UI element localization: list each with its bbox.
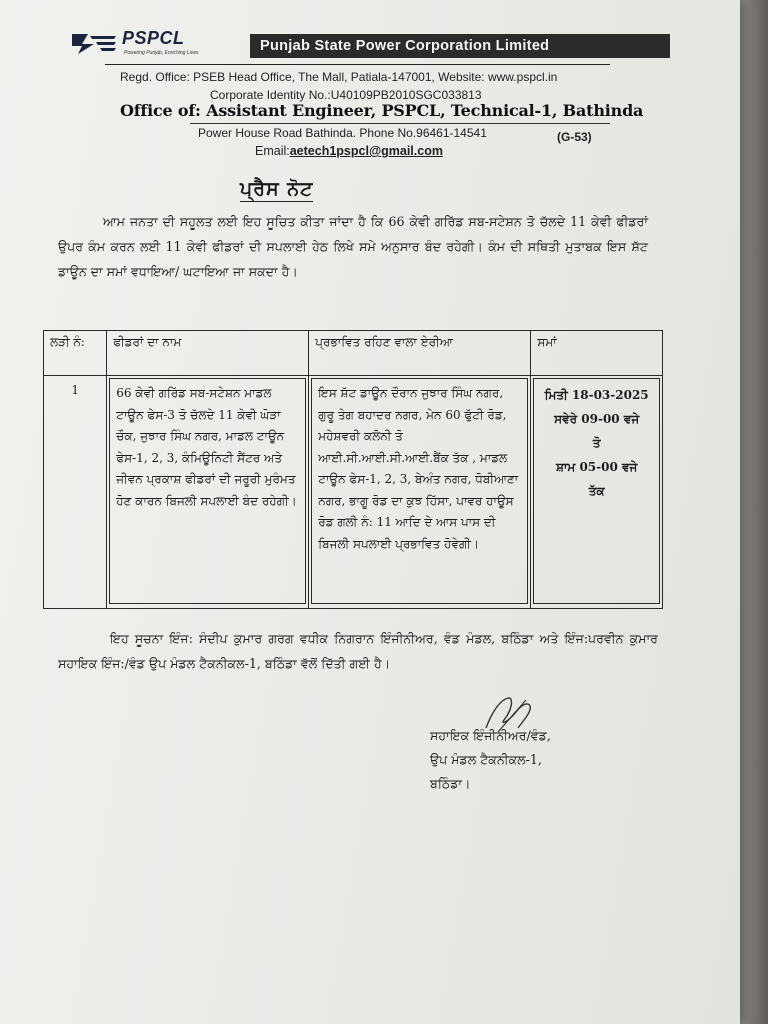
office-underline bbox=[190, 123, 610, 124]
header-divider bbox=[105, 64, 610, 65]
registered-office: Regd. Office: PSEB Head Office, The Mall, Patiala-147001, Website: www.pspcl.in bbox=[120, 70, 558, 84]
logo-tagline: Powering Punjab, Enriching Lives bbox=[124, 50, 199, 56]
header-time: ਸਮਾਂ bbox=[531, 331, 663, 376]
time-from: ਸਵੇਰੇ 09-00 ਵਜੇ bbox=[554, 412, 640, 426]
feeders-text: 66 ਕੇਵੀ ਗਰਿੱਡ ਸਬ-ਸਟੇਸ਼ਨ ਮਾਡਲ ਟਾਊਨ ਫੇਸ-3 ਤੋ ਚੱਲਦੇ 11 ਕੇਵੀ ਘੋੜਾ ਚੌਕ, ਜੁਝਾਰ ਸਿੰਘ ਨਗਰ, ਮਾਡਲ ਟਾਊਨ ਫੇਸ-1, 2, 3, ਕੰਮਿਊਨਿਟੀ ਸੈਂਟਰ ਅਤੇ ਜੀਵਨ ਪ੍ਰਕਾਸ਼ ਫੀਡਰਾਂ ਦੀ ਜਰੂਰੀ ਮੁਰੰਮਤ ਹੋਣ ਕਾਰਨ ਬਿਜਲੀ ਸਪਲਾਈ ਬੰਦ ਰਹੇਗੀ। bbox=[109, 378, 306, 604]
press-note-title: ਪ੍ਰੈਸ ਨੋਟ bbox=[240, 178, 314, 200]
signature-line-3: ਬਠਿੰਡਾ। bbox=[430, 776, 471, 791]
signature-block bbox=[430, 724, 551, 796]
email-link[interactable]: aetech1pspcl@gmail.com bbox=[289, 144, 443, 158]
signature-line-1: ਸਹਾਇਕ ਇੰਜੀਨੀਅਰ/ਵੰਡ, bbox=[430, 728, 551, 743]
email-line bbox=[255, 144, 443, 158]
letterhead bbox=[60, 28, 620, 66]
time-block bbox=[533, 378, 660, 604]
corporate-identity: Corporate Identity No.:U40109PB2010SGC033813 bbox=[210, 88, 482, 102]
cell-feeders bbox=[107, 376, 309, 609]
logo-text: PSPCL bbox=[122, 28, 185, 48]
footer-note: ਇਹ ਸੂਚਨਾ ਇੰਜ: ਸੰਦੀਪ ਕੁਮਾਰ ਗਰਗ ਵਧੀਕ ਨਿਗਰਾਨ ਇੰਜੀਨੀਅਰ, ਵੰਡ ਮੰਡਲ, ਬਠਿੰਡਾ ਅਤੇ ਇੰਜ:ਪਰਵੀਨ ਕੁਮਾਰ ਸਹਾਇਕ ਇੰਜ:/ਵੰਡ ਉਪ ਮੰਡਲ ਟੈਕਨੀਕਲ-1, ਬਠਿੰਡਾ ਵੱਲੋਂ ਦਿੱਤੀ ਗਈ ਹੈ। bbox=[58, 631, 658, 671]
cell-serial: 1 bbox=[44, 376, 107, 609]
header-serial: ਲੜੀ ਨੰ: bbox=[44, 331, 107, 376]
table-header-row bbox=[44, 331, 663, 376]
table-row bbox=[44, 376, 663, 609]
office-of: Office of: Assistant Engineer, PSPCL, Technical-1, Bathinda bbox=[120, 101, 644, 120]
time-date: ਮਿਤੀ 18-03-2025 bbox=[544, 388, 649, 402]
time-end-word: ਤੱਕ bbox=[588, 484, 605, 498]
signature-line-2: ਉਪ ਮੰਡਲ ਟੈਕਨੀਕਲ-1, bbox=[430, 752, 542, 767]
header-area: ਪ੍ਰਭਾਵਿਤ ਰਹਿਣ ਵਾਲਾ ਏਰੀਆ bbox=[309, 331, 531, 376]
pspcl-logo-icon bbox=[70, 30, 118, 56]
area-text: ਇਸ ਸ਼ੱਟ ਡਾਊਨ ਦੌਰਾਨ ਜੁਝਾਰ ਸਿੰਘ ਨਗਰ, ਗੁਰੂ ਤੇਗ ਬਹਾਦਰ ਨਗਰ, ਮੇਨ 60 ਫੁੱਟੀ ਰੋਡ, ਮਹੇਸ਼ਵਰੀ ਕਲੋਨੀ ਤੋ ਆਈ.ਸੀ.ਆਈ.ਸੀ.ਆਈ.ਬੈਂਕ ਤੱਕ , ਮਾਡਲ ਟਾਊਨ ਫੇਸ-1, 2, 3, ਬੇਅੰਤ ਨਗਰ, ਧੋਬੀਆਣਾ ਨਗਰ, ਭਾਗੂ ਰੋਡ ਦਾ ਕੁਝ ਹਿੱਸਾ, ਪਾਵਰ ਹਾਊਸ ਰੋਡ ਗਲੀ ਨੰ: 11 ਆਦਿ ਦੇ ਆਸ ਪਾਸ ਦੀ ਬਿਜਲੀ ਸਪਲਾਈ ਪ੍ਰਭਾਵਿਤ ਹੋਵੇਗੀ। bbox=[311, 378, 528, 604]
intro-paragraph: ਆਮ ਜਨਤਾ ਦੀ ਸਹੂਲਤ ਲਈ ਇਹ ਸੂਚਿਤ ਕੀਤਾ ਜਾਂਦਾ ਹੈ ਕਿ 66 ਕੇਵੀ ਗਰਿੱਡ ਸਬ-ਸਟੇਸ਼ਨ ਤੋ ਚੱਲਦੇ 11 ਕੇਵੀ ਫੀਡਰਾਂ ਉਪਰ ਕੰਮ ਕਰਨ ਲਈ 11 ਕੇਵੀ ਫੀਡਰਾਂ ਦੀ ਸਪਲਾਈ ਹੇਠ ਲਿਖੇ ਸਮੇ ਅਨੁਸਾਰ ਬੰਦ ਰਹੇਗੀ। ਕੰਮ ਦੀ ਸਥਿਤੀ ਮੁਤਾਬਕ ਇਸ ਸ਼ੱਟ ਡਾਊਨ ਦਾ ਸਮਾਂ ਵਧਾਇਆ/ ਘਟਾਇਆ ਜਾ ਸਕਦਾ ਹੈ। bbox=[58, 214, 648, 279]
office-address: Power House Road Bathinda. Phone No.96461-14541 bbox=[198, 126, 487, 140]
cell-time bbox=[531, 376, 663, 609]
header-feeders: ਫੀਡਰਾਂ ਦਾ ਨਾਮ bbox=[107, 331, 309, 376]
form-code: (G-53) bbox=[557, 130, 592, 144]
time-until: ਸ਼ਾਮ 05-00 ਵਜੇ bbox=[555, 460, 638, 474]
email-label: Email: bbox=[255, 144, 290, 158]
background-edge bbox=[740, 0, 768, 1024]
corporation-banner: Punjab State Power Corporation Limited bbox=[250, 34, 670, 58]
shutdown-schedule-table bbox=[43, 330, 663, 609]
time-to-word: ਤੋ bbox=[592, 436, 601, 450]
cell-area bbox=[309, 376, 531, 609]
